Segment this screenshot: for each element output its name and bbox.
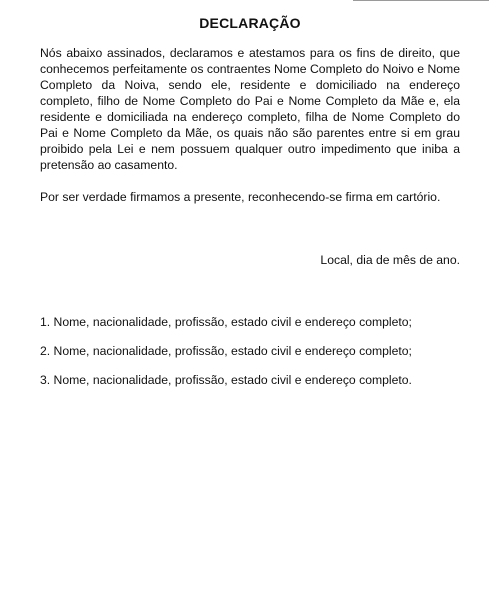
declaration-paragraph: Nós abaixo assinados, declaramos e atestamos para os fins de direito, que conhecemos perfeitamente os contraentes Nome Completo do Noivo e Nome Completo da Noiva, sendo ele, residente e domiciliado na endereço completo, filho de Nome Completo do Pai e Nome Completo da Mãe e, ela residente e domiciliada na endereço completo, filha de Nome Completo do Pai e Nome Completo da Mãe, os quais não são parentes entre si em grau proibido pela Lei e nem possuem qualquer outro impedimento que iniba a pretensão ao casamento. bbox=[40, 46, 460, 172]
signature-line-3: 3. Nome, nacionalidade, profissão, estado civil e endereço completo. bbox=[40, 373, 412, 387]
top-divider bbox=[353, 0, 489, 1]
signature-line-2: 2. Nome, nacionalidade, profissão, estado civil e endereço completo; bbox=[40, 344, 412, 358]
attestation-paragraph: Por ser verdade firmamos a presente, reconhecendo-se firma em cartório. bbox=[40, 190, 441, 204]
document-page bbox=[40, 14, 460, 401]
signatures-list bbox=[40, 314, 460, 388]
document-title: DECLARAÇÃO bbox=[199, 15, 301, 31]
signature-line-1: 1. Nome, nacionalidade, profissão, estado civil e endereço completo; bbox=[40, 315, 412, 329]
place-date-line: Local, dia de mês de ano. bbox=[320, 253, 460, 267]
